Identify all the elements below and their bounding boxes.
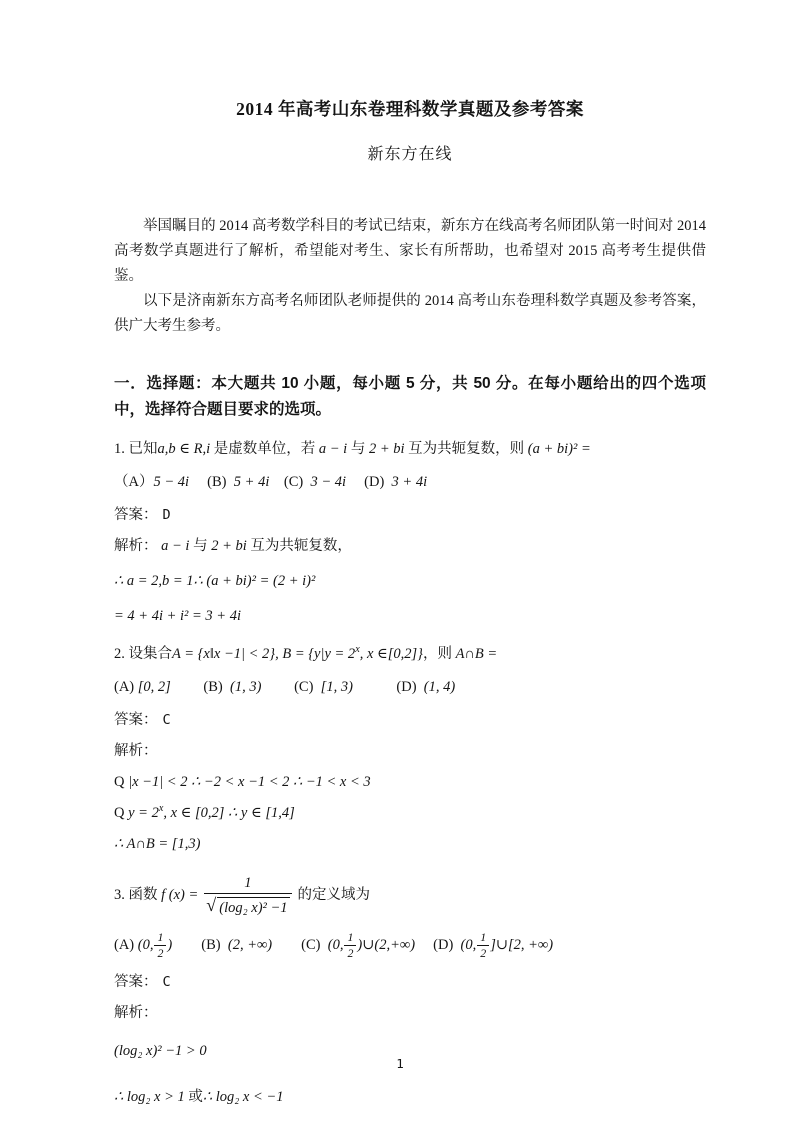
question-1-answer <box>114 503 706 527</box>
question-3-stem: 3. 函数 f (x) = 1 √ (log₂ x)² −1 的定义域为 <box>114 875 371 917</box>
intro-paragraph-2: 以下是济南新东方高考名师团队老师提供的 2014 高考山东卷理科数学真题及参考答案，供广大考生参考。 <box>114 293 706 334</box>
question-1-analysis: 解析： a − i 与 2 + bi 互为共轭复数， <box>114 538 352 554</box>
answer-value: D <box>162 507 171 523</box>
question-1-equation-2: = 4 + 4i + i² = 3 + 4i <box>114 608 241 624</box>
answer-label: 答案： <box>114 712 158 728</box>
intro-paragraph-1: 举国瞩目的 2014 高考数学科目的考试已结束，新东方在线高考名师团队第一时间对 2014 高考数学真题进行了解析，希望能对考生、家长有所帮助，也希望对 2015 高考考生提供借鉴。 <box>114 218 706 284</box>
question-3-options: (A) (0, $\frac{1}{2}$ ) (B) (2, +∞) (C) (0, $\frac{1}{2}$ )∪(2,+∞) (D) (0, $\frac{1}{2}$ ]∪[2, +∞) <box>114 930 554 960</box>
question-2-answer <box>114 708 706 732</box>
answer-value: C <box>162 973 171 990</box>
question-1-options: （A）5 − 4i (B) 5 + 4i (C) 3 − 4i (D) 3 + 4i <box>114 474 428 490</box>
answer-label: 答案： <box>114 973 158 990</box>
fraction: 1 √ (log₂ x)² −1 <box>204 874 291 917</box>
question-2-line-2: Q $y = 2^x$, x ∈ [0,2] ∴ y ∈ [1,4] <box>114 803 295 821</box>
question-1-equation-1: ∴ a = 2,b = 1∴ (a + bi)² = (2 + i)² <box>114 573 316 589</box>
fraction: $\frac{1}{2}$ <box>344 931 356 960</box>
question-2-analysis-label: 解析： <box>114 743 158 759</box>
answer-label: 答案： <box>114 507 158 523</box>
question-1-stem: 1. 已知a,b ∈ R,i 是虚数单位，若 a − i 与 2 + bi 互为共轭复数，则 (a + bi)² = <box>114 441 591 457</box>
page-subtitle: 新东方在线 <box>367 146 453 163</box>
section-heading-choice-questions: 一．选择题：本大题共 10 小题，每小题 5 分，共 50 分。在每小题给出的四个选项中，选择符合题目要求的选项。 <box>114 375 706 418</box>
radical-sign: √ <box>206 895 217 916</box>
question-3-equation-2: ∴ log₂ x > 1 或∴ log₂ x < −1 <box>114 1088 284 1105</box>
fraction: $\frac{1}{2}$ <box>477 931 489 960</box>
page-title: 2014 年高考山东卷理科数学真题及参考答案 <box>236 99 584 119</box>
question-2-line-3: ∴ A∩B = [1,3) <box>114 836 201 852</box>
question-3-analysis-label: 解析： <box>114 1004 158 1021</box>
question-2-stem: 2. 设集合A = {x‖x −1| < 2}, $B = \{y|y = 2^x$, x ∈[0,2]}，则 A∩B = <box>114 644 498 662</box>
answer-value: C <box>162 712 171 728</box>
question-3-equation-1: (log₂ x)² −1 > 0 <box>114 1042 207 1059</box>
question-2-line-1: Q |x −1| < 2 ∴ −2 < x −1 < 2 ∴ −1 < x < 3 <box>114 774 371 790</box>
fraction: $\frac{1}{2}$ <box>154 931 166 960</box>
question-3-answer <box>114 970 706 994</box>
question-2-options: (A) [0, 2] (B) (1, 3) (C) [1, 3) (D) (1, 4) <box>114 679 456 695</box>
page-number: 1 <box>396 1056 404 1071</box>
